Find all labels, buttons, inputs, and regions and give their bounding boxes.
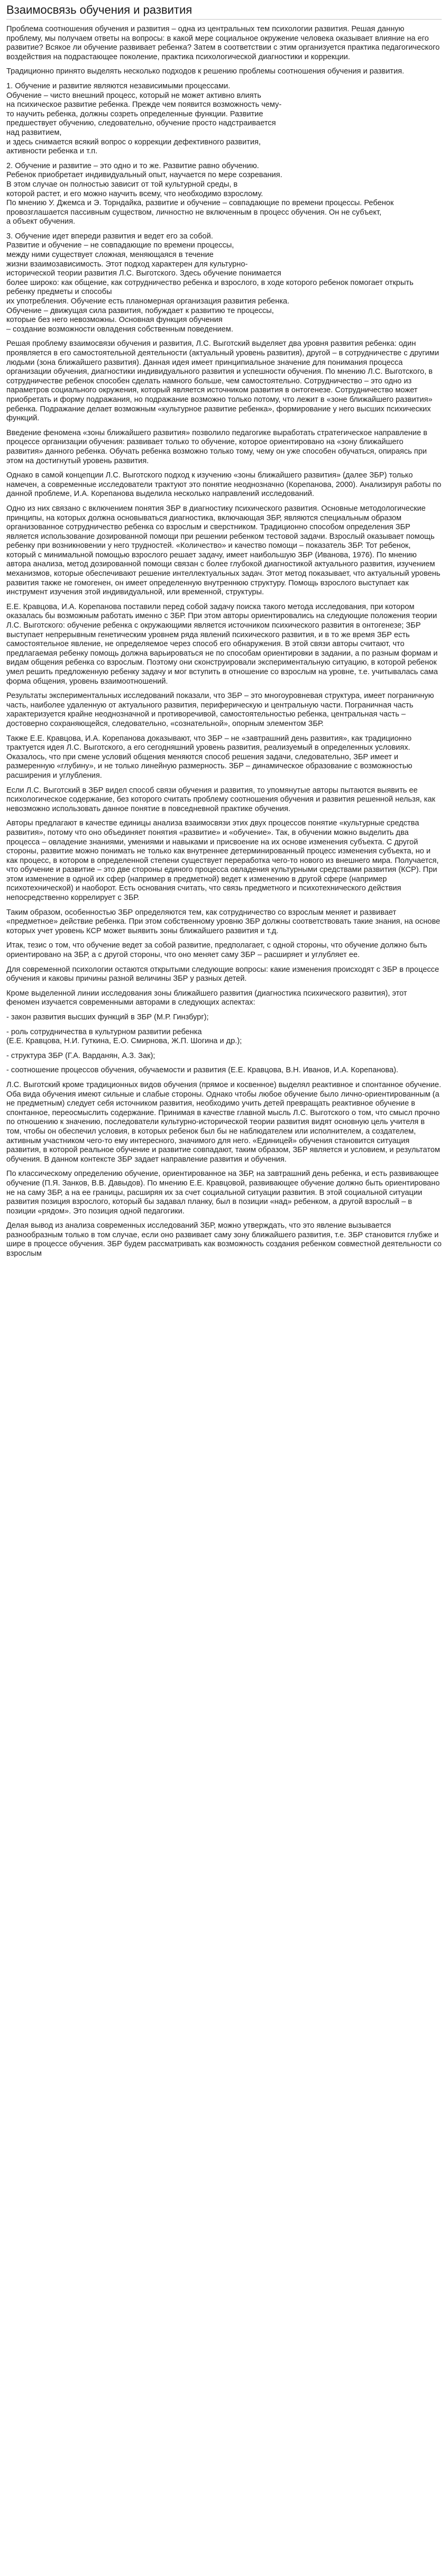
paragraph: Однако в самой концепции Л.С. Выготского подход к изучению «зоны ближайшего развития» (далее ЗБР) только намечен, а современные исследователи трактуют это понятие неоднозначно (Корепанова, 2000). Анализируя работы по данной проблеме, И.А. Корепанова выделила несколько направлений исследований. bbox=[6, 471, 442, 499]
list-item: - закон развития высших функций в ЗБР (М.Р. Гинзбург); bbox=[6, 1013, 209, 1022]
paragraph: Таким образом, особенностью ЗБР определяются тем, как сотрудничество со взрослым меняет и развивает «предметное» действие ребенка. При этом собственному уровню ЗБР должны соответствовать такие знания, на основе которых учет уровень КСР может выявить зоны ближайшего развития и т.д. bbox=[6, 908, 441, 935]
paragraph: По классическому определению обучение, ориентированное на ЗБР, на завтрашний день ребенка, и есть развивающее обучение (П.Я. Занков, В.В. Давыдов). По мнению Е.Е. Кравцовой, развивающее обучение должно быть ориентировано не на саму ЗБР, а на ее границы, расширяя их за счет социальной ситуации развития. В этой социальной ситуации развития позиция взрослого, который бы задавал планку, был в позиции «над» ребенком, а другой взрослый – в позиции «рядом». Это позиция одной педагогики. bbox=[6, 1170, 440, 1216]
paragraph: Традиционно принято выделять несколько подходов к решению проблемы соотношения обучения и развития. bbox=[6, 67, 405, 76]
paragraph: Одно из них связано с включением понятия ЗБР в диагностику психического развития. Основные методологические принципы, на которых должна основываться диагностика, включающая ЗБР, являются специальным образом организованное сотрудничество ребенка со взрослым и сверстником. Традиционно способом определения ЗБР является использование дозированной помощи при решении ребенком тестовой задачи. Взрослый оказывает помощь ребенку при возникновении у него трудностей. «Количество» и качество помощи – показатель ЗБР. Тот ребенок, который с минимальной помощью взрослого решает задачу, имеет наибольшую ЗБР (Иванова, 1976). По мнению автора анализа, метод дозированной помощи связан с более глубокой диагностикой актуального развития, изучением механизмов, которые обеспечивают решение интеллектуальных задач. Этот метод показывает, что актуальный уровень развития также не гомогенен, он имеет определенную внутреннюю структуру. Помощь взрослого выступает как инструмент изучения этой индивидуальной, или временной, структуры. bbox=[6, 504, 441, 597]
paragraph: 3. Обучение идет впереди развития и ведет его за собой. Развитие и обучение – не совпадающие по времени процессы, между ними существует сложная, меняющаяся в течение жизни взаимозависимость. Этот подход характерен для культурно- исторической теории развития Л.С. Выготского. Здесь обучение понимается более широко: как общение, как сотрудничество ребенка и взрослого, в ходе которого ребенок помогает открыть ребенку предметы и способы их употребления. Обучение есть планомерная организация развития ребенка. Обучение – движущая сила развития, побуждает к развитию те процессы, которые без него невозможны. Основная функция обучения – создание возможности овладения собственным поведением. bbox=[6, 232, 414, 334]
paragraph: Проблема соотношения обучения и развития – одна из центральных тем психологии развития. Решая данную проблему, мы получаем ответы на вопросы: в какой мере социальное окружение человека оказывает влияние на его развитие? Всякое ли обучение развивает ребенка? Затем в соответствии с этим организуется практика педагогического воздействия на подрастающее поколение, практика психологической диагностики и коррекции. bbox=[6, 25, 440, 61]
page-title: Взаимосвязь обучения и развития bbox=[6, 3, 442, 20]
paragraph: Е.Е. Кравцова, И.А. Корепанова поставили перед собой задачу поиска такого метода исследования, при котором оказалась бы возможным работать именно с ЗБР. При этом авторы ориентировались на следующие положения теории Л.С. Выготского: обучение ребенка с окружающими является источником психического развития в онтогенезе; ЗБР выступает непрерывным генетическим уровнем ряда явлений психического развития, и в то же время ЗБР есть самостоятельное явление, не определяемое через способ его обнаружения. В этой связи авторы считают, что предлагаемая ребенку помощь должна варьироваться не по способам ориентировки в задании, а по разным формам и видам общения ребенка со взрослым. Поэтому они сконструировали экспериментальную ситуацию, в которой ребенок умел решить предложенную ребенку задачу и мог вступить в отношение со взрослым на уровне, т.е. учитывалась сама форма общения, уровень взаимоотношений. bbox=[6, 602, 438, 686]
paragraph: Л.С. Выготский кроме традиционных видов обучения (прямое и косвенное) выделял реактивное и спонтанное обучение. Оба вида обучения имеют сильные и слабые стороны. Однако чтобы любое обучение было лично-ориентированным (а не предметным) следует себя источником развития, необходимо учить детей превращать реактивное обучение в спонтанное, переосмыслить содержание. Принимая в качестве главной мысль Л.С. Выготского о том, что смысл прочно по отношению к значению, последователи культурно-исторической теории развития видят основную цель учителя в том, чтобы он обеспечил условия, в которых ребенок был бы не наблюдателем или исполнителем, а создателем, активным участником чего-то ему интересного, значимого для него. «Единицей» обучения становится ситуация развития, в которой реальное обучение и развитие совпадают, таким образом, ЗБР является и условием, и результатом обучения. В данном контексте ЗБР задает направление развития и обучения. bbox=[6, 1080, 442, 1164]
paragraph: Если Л.С. Выготский в ЗБР видел способ связи обучения и развития, то упомянутые авторы пытаются выявить ее психологическое содержание, без которого считать проблему соотношения обучения и развития решенной нельзя, как невозможно использовать данное понятие в повседневной практике обучения. bbox=[6, 786, 435, 813]
paragraph: Итак, тезис о том, что обучение ведет за собой развитие, предполагает, с одной стороны, что обучение должно быть ориентировано на ЗБР, а с другой стороны, что оно меняет саму ЗБР – расширяет и углубляет ее. bbox=[6, 941, 427, 960]
paragraph: Также Е.Е. Кравцова, И.А. Корепанова доказывают, что ЗБР – не «завтрашний день развития», как традиционно трактуется идея Л.С. Выготского, а его сегодняшний уровень развития, реализуемый в определенных условиях. Оказалось, что при смене условий общения меняются способ решения задачи, следовательно, ЗБР имеет и размеренную «глубину», и не только линейную размерность. ЗБР – динамическое образование с возможностью расширения и углубления. bbox=[6, 734, 413, 780]
list-item: - соотношение процессов обучения, обучаемости и развития (Е.Е. Кравцова, В.Н. Иванов, И.А. Корепанова). bbox=[6, 1066, 398, 1075]
paragraph: Делая вывод из анализа современных исследований ЗБР, можно утверждать, что это явление вызывается разнообразным только в том случае, если оно развивает саму зону ближайшего развития, т.е. ЗБР становится глубже и шире в процессе обучения. ЗБР будем рассматривать как возможность создания ребенком совместной деятельности со взрослым bbox=[6, 1221, 442, 1258]
paragraph: Введение феномена «зоны ближайшего развития» позволило педагогике выработать стратегическое направление в процессе организации обучения: развивает только то обучение, которое ориентировано на «зону ближайшего развития» данного ребенка. Обучать ребенка возможно только тому, чему он уже способен обучаться, опираясь при этом на достигнутый уровень развития. bbox=[6, 428, 427, 465]
list-item: - роль сотрудничества в культурном развитии ребенка (Е.Е. Кравцова, Н.И. Гуткина, Е.О. Смирнова, Ж.П. Шогина и др.); bbox=[6, 1027, 242, 1046]
paragraph: Решая проблему взаимосвязи обучения и развития, Л.С. Выготский выделяет два уровня развития ребенка: один проявляется в его самостоятельной деятельности (актуальный уровень развития), другой – в сотрудничестве с другими людьми (зона ближайшего развития). Данная идея имеет принципиальное значение для понимания процесса организации обучения, диагностики индивидуального развития и успешности обучения. По мнению Л.С. Выготского, в сотрудничестве ребенок способен сделать намного больше, чем самостоятельно. Сотрудничество – это одно из параметров социального окружения, который является источником развития в онтогенезе. Сотрудничество может приобретать и форму подражания, но подражание возможно только потому, что лежит в «зоне ближайшего развития» ребенка. Подражание делает возможным «культурное развитие ребенка», формирование у него высших психических функций. bbox=[6, 339, 439, 423]
article-body bbox=[6, 25, 442, 1259]
paragraph: 1. Обучение и развитие являются независимыми процессами. Обучение – чисто внешний процесс, который не может активно влиять на психическое развитие ребенка. Прежде чем появится возможность чему- то научить ребенка, должны созреть определенные функции. Развитие предшествует обучению, следовательно, обучение просто надстраивается над развитием, и здесь снимается всякий вопрос о коррекции дефективного развития, активности ребенка и т.п. bbox=[6, 81, 282, 156]
paragraph: Результаты экспериментальных исследований показали, что ЗБР – это многоуровневая структура, имеет пограничную часть, наиболее удаленную от актуального развития, периферическую и центральную части. Пограничная часть характеризуется крайне неоднозначной и противоречивой, самостоятельностью ребенка, центральная часть – достоверно сохраняющейся, следовательно, «сознательной», опорным элементом ЗБР. bbox=[6, 692, 434, 728]
list-item: - структура ЗБР (Г.А. Варданян, А.З. Зак); bbox=[6, 1051, 156, 1060]
paragraph: Для современной психологии остаются открытыми следующие вопросы: какие изменения происходят с ЗБР в процессе обучения и каковы причины разной величины ЗБР у разных детей. bbox=[6, 965, 440, 983]
paragraph: Авторы предлагают в качестве единицы анализа взаимосвязи этих двух процессов понятие «культурные средства развития», потому что оно объединяет понятия «развитие» и «обучение». Так, в обучении можно выделить два процесса – овладение знаниями, умениями и навыками и присвоение на их основе изменения субъекта. С другой стороны, развитие можно понимать не только как внутреннее детерминированный процесс изменения субъекта, но и как процесс, в котором в определенной степени существует переработка чего-то нового из внешнего мира. Получается, что обучение и развитие – это две стороны единого процесса овладения культурными средствами развития (КСР). При этом изменение в одной их сфер (например в предметной) ведет к изменению в другой сфере (например психотехнической) и наоборот. Есть основания считать, что связь предметного и психотехнического действия непосредственно коррелирует с ЗБР. bbox=[6, 819, 439, 903]
paragraph: 2. Обучение и развитие – это одно и то же. Развитие равно обучению. Ребенок приобретает индивидуальный опыт, научается по мере созревания. В этом случае он полностью зависит от той культурной среды, в которой растет, и его можно научить всему, что необходимо взрослому. По мнению У. Джемса и Э. Торндайка, развитие и обучение – совпадающие по времени процессы. Ребенок провозглашается пассивным существом, личностно не включенным в процесс обучения. Он не субъект, а объект обучения. bbox=[6, 161, 394, 226]
paragraph: Кроме выделенной линии исследования зоны ближайшего развития (диагностика психического развития), этот феномен изучается современными авторами в следующих аспектах: bbox=[6, 989, 407, 1007]
